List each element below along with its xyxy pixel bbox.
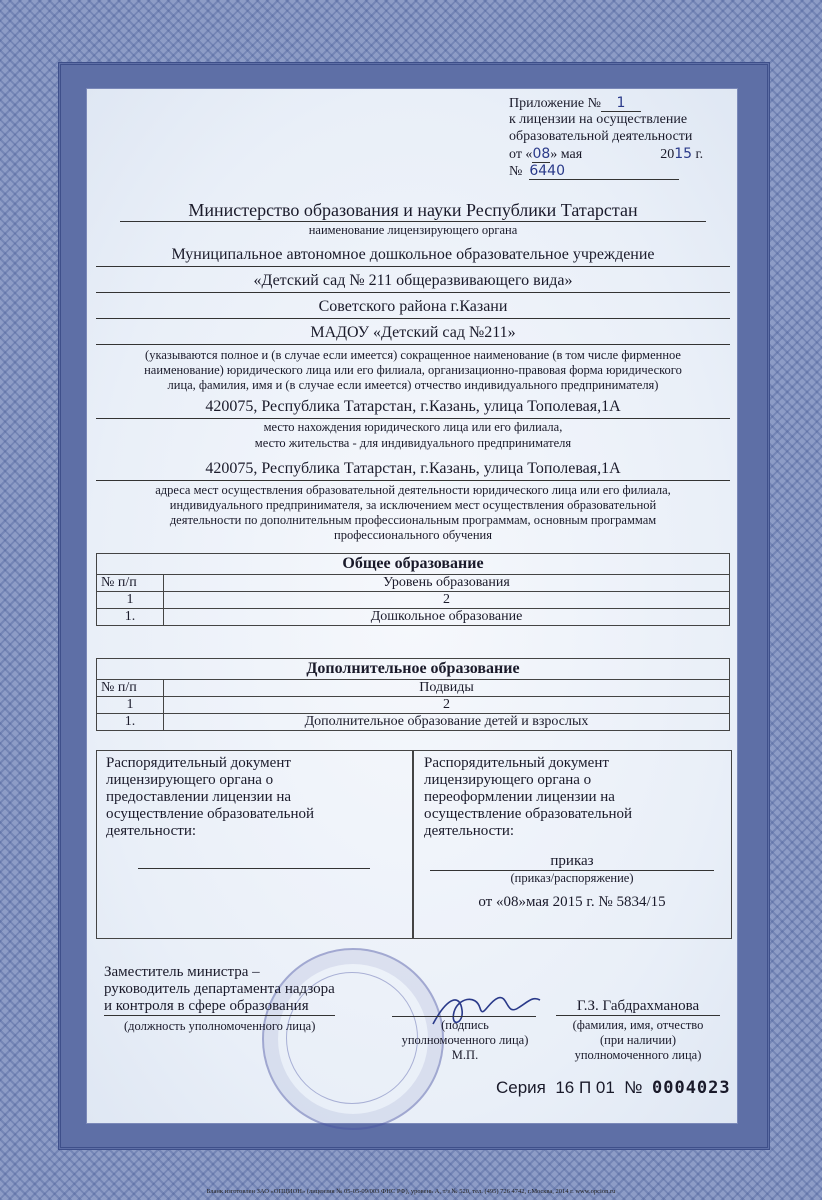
location-caption-2: место жительства - для индивидуального предпринимателя — [254, 436, 572, 450]
additional-education-title: Дополнительное образование — [97, 659, 730, 680]
appendix-year: 15 — [674, 146, 693, 162]
activity-caption-3: деятельности по дополнительным профессиональным программам, основным программам — [169, 513, 657, 527]
licensee-line3: Советского района г.Казани — [96, 296, 730, 319]
grant-document-blank-line — [138, 868, 370, 869]
printer-footer: Бланк изготовлен ЗАО «ОПЦИОН» (лицензия № 05-05-09/003 ФНС РФ), уровень А, т/з № 520, тел. (495) 726 4742, г.Москва, 2014 г. www.opcion.ru — [206, 1188, 616, 1195]
general-row-value: Дошкольное образование — [164, 609, 730, 626]
general-col-number: № п/п — [97, 575, 164, 592]
appendix-day: 08 — [532, 146, 551, 162]
licensee-caption-1: (указываются полное и (в случае если имеется) сокращенное наименование (в том числе фирменное — [145, 348, 681, 362]
additional-index-2: 2 — [164, 697, 730, 714]
appendix-date: от «08» мая 2015 г. — [509, 146, 704, 162]
reissue-document-type-caption: (приказ/распоряжение) — [510, 871, 634, 885]
general-education-table — [96, 553, 730, 626]
additional-col-number: № п/п — [97, 680, 164, 697]
general-index-1: 1 — [97, 592, 164, 609]
signatory-name-caption: (фамилия, имя, отчество (при наличии) уполномоченного лица) — [572, 1018, 704, 1062]
signature-line — [392, 1016, 536, 1017]
authority-caption: наименование лицензирующего органа — [308, 223, 518, 237]
activity-caption-2: индивидуального предпринимателя, за исключением мест осуществления образовательной — [169, 498, 657, 512]
appendix-number: 1 — [601, 95, 641, 112]
activity-address: 420075, Республика Татарстан, г.Казань, улица Тополевая,1А — [96, 458, 730, 481]
licensee-caption-3: лица, фамилия, имя и (в случае если имеется) отчество индивидуального предпринимателя) — [167, 378, 659, 392]
general-col-level: Уровень образования — [164, 575, 730, 592]
general-row-number: 1. — [97, 609, 164, 626]
authority-name: Министерство образования и науки Республики Татарстан — [120, 200, 706, 222]
location-caption-1: место нахождения юридического лица или его филиала, — [263, 420, 563, 434]
reissue-document-text: Распорядительный документ лицензирующего органа о переоформлении лицензии на осуществление образовательной деятельности: — [424, 755, 632, 839]
signature-caption: (подпись уполномоченного лица) М.П. — [401, 1018, 529, 1062]
signatory-position-caption: (должность уполномоченного лица) — [124, 1019, 316, 1033]
licensee-caption-2: наименование) юридического лица или его филиала, организационно-правовая форма юридического — [144, 363, 682, 377]
location-address: 420075, Республика Татарстан, г.Казань, улица Тополевая,1А — [96, 396, 730, 419]
additional-index-1: 1 — [97, 697, 164, 714]
form-number: 0004023 — [651, 1078, 731, 1098]
additional-education-table — [96, 658, 730, 731]
licensee-line2: «Детский сад № 211 общеразвивающего вида» — [96, 270, 730, 293]
licensee-short-name: МАДОУ «Детский сад №211» — [96, 322, 730, 345]
appendix-label: Приложение № 1 — [509, 95, 641, 112]
reissue-document-reference: от «08»мая 2015 г. № 5834/15 — [478, 894, 666, 910]
signatory-name: Г.З. Габдрахманова — [556, 998, 720, 1016]
activity-caption-4: профессионального обучения — [334, 528, 492, 542]
grant-document-text: Распорядительный документ лицензирующего органа о предоставлении лицензии на осуществление образовательной деятельности: — [106, 755, 314, 839]
activity-caption-1: адреса мест осуществления образовательной деятельности юридического лица или его филиала, — [155, 483, 671, 497]
additional-col-subtype: Подвиды — [164, 680, 730, 697]
general-index-2: 2 — [164, 592, 730, 609]
licensee-line1: Муниципальное автономное дошкольное образовательное учреждение — [96, 244, 730, 267]
additional-row-number: 1. — [97, 714, 164, 731]
general-education-title: Общее образование — [97, 554, 730, 575]
license-number: 6440 — [529, 163, 679, 180]
additional-row-value: Дополнительное образование детей и взрослых — [164, 714, 730, 731]
signatory-position: Заместитель министра – руководитель департамента надзора и контроля в сфере образования — [104, 964, 335, 1014]
appendix-line3: образовательной деятельности — [509, 129, 693, 144]
reissue-document-type: приказ — [430, 853, 714, 871]
appendix-line2: к лицензии на осуществление — [509, 112, 688, 127]
appendix-license-number: № 6440 — [509, 163, 679, 180]
form-series: Серия 16 П 01 № 0004023 — [496, 1078, 731, 1098]
